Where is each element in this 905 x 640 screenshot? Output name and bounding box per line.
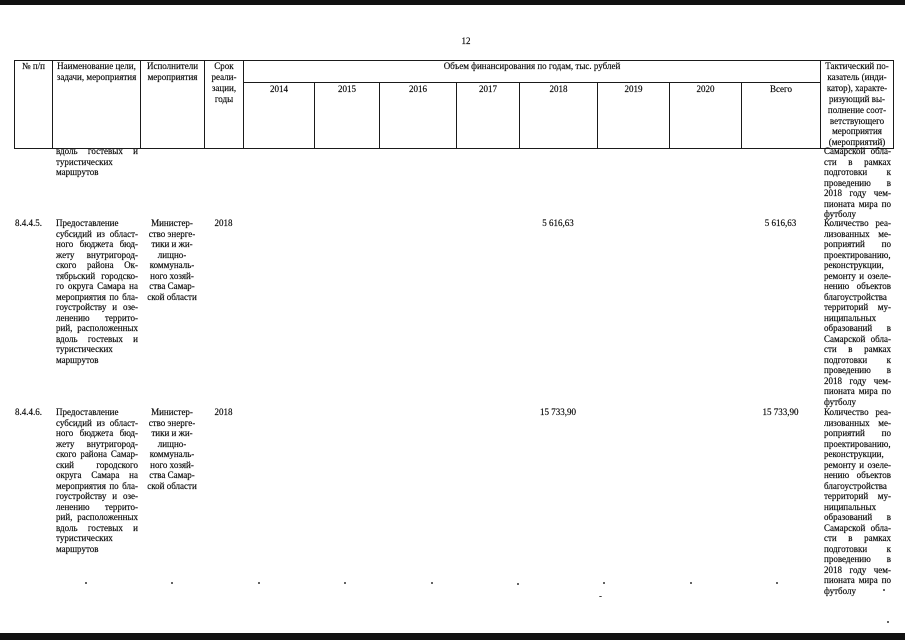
indicator-line: проведению в [824, 177, 891, 188]
scan-speck [599, 596, 602, 597]
header-year-2016: 2016 [380, 83, 457, 149]
indicator-line: Количество реа- [824, 407, 891, 417]
name-line: субсидий из област- [56, 417, 138, 428]
name-line: го округа Самара на [56, 281, 138, 291]
executor-line: коммуналь- [149, 449, 195, 459]
indicator-line: территорий му- [824, 491, 891, 501]
executor-line: ство энерге- [148, 417, 196, 428]
name-line: ленению террито- [56, 501, 138, 512]
name-line: гоустройству и озе- [56, 491, 138, 501]
header-year-2020: 2020 [670, 83, 742, 149]
header-term-line: годы [214, 93, 234, 104]
header-name [53, 61, 141, 149]
indicator-line: проектированию, [824, 249, 891, 260]
executor-line: коммуналь- [149, 260, 195, 270]
term-cell: 2018 [214, 407, 233, 417]
indicator-line: 2018 году чем- [824, 375, 891, 386]
executor-line: ства Самар- [149, 281, 195, 291]
executor-line: ного хозяй- [150, 459, 194, 470]
indicator-line: роприятий по [824, 239, 891, 249]
header-total: Всего [742, 83, 821, 149]
indicator-line: футболу [824, 209, 856, 219]
indicator-line: сти в рамках [824, 156, 891, 167]
indicator-line: проведению в [824, 554, 891, 564]
executor-line: Министер- [151, 407, 193, 417]
name-line: округа Самара на [56, 470, 138, 480]
scan-border-top [0, 0, 905, 5]
header-name-line: задачи, мероприятия [56, 71, 137, 82]
header-indicator-line: полнение соот- [827, 104, 887, 115]
indicator-line: футболу [824, 585, 856, 596]
indicator-line: реконструкции, [824, 449, 884, 459]
header-executors-line: Исполнители [146, 61, 199, 71]
header-executors-line: мероприятия [147, 71, 198, 82]
indicator-line: образований в [824, 512, 891, 522]
name-line: маршрутов [56, 354, 99, 365]
executor-line: ного хозяй- [150, 270, 194, 281]
header-term-line: реали- [211, 71, 237, 82]
scan-speck [887, 621, 889, 623]
executor-line: Министер- [151, 218, 193, 228]
scan-speck [883, 589, 885, 591]
indicator-line: лизованных ме- [824, 228, 891, 239]
name-cell [56, 146, 138, 178]
indicator-line: образований в [824, 323, 891, 333]
indicator-line: сти в рамках [824, 533, 891, 543]
name-line: ского района Самар- [56, 449, 138, 459]
header-indicator-line: мероприятия [832, 126, 882, 137]
indicator-line: нению объектов [824, 470, 891, 480]
scan-speck [258, 582, 260, 584]
indicator-line: нению объектов [824, 281, 891, 291]
name-line: ского района Ок- [56, 260, 138, 270]
table-header [14, 60, 894, 149]
indicator-line: лизованных ме- [824, 417, 891, 428]
indicator-line: ремонту и озеле- [824, 459, 891, 470]
executor-cell [142, 218, 202, 302]
scan-speck [344, 582, 346, 584]
header-indicator-line: казатель (инди- [827, 71, 887, 82]
header-year-2017: 2017 [457, 83, 520, 149]
page-number: 12 [461, 36, 471, 46]
name-line: вдоль гостевых и [56, 333, 138, 344]
scan-speck [517, 583, 519, 585]
header-indicator [821, 61, 894, 149]
name-line: маршрутов [56, 543, 99, 554]
header-term-line: Срок [214, 61, 234, 71]
indicator-line: Самарской обла- [824, 146, 891, 156]
scan-speck [431, 582, 433, 584]
indicator-line: 2018 году чем- [824, 564, 891, 575]
name-line: жету внутригород- [56, 249, 138, 260]
name-line: туристических [56, 344, 113, 354]
indicator-line: подготовки к [824, 354, 891, 365]
name-line: жету внутригород- [56, 438, 138, 449]
scan-speck [603, 582, 605, 584]
indicator-line: пионата мира по [824, 386, 891, 396]
name-line: ский городского [56, 459, 138, 470]
scan-speck [85, 582, 87, 584]
name-line: рий, расположенных [56, 323, 138, 333]
name-line: ного бюджета бюд- [56, 239, 138, 249]
name-line: маршрутов [56, 167, 99, 177]
header-indicator-line: ветствующего [829, 115, 885, 126]
name-line: гоустройству и озе- [56, 302, 138, 312]
amount-total: 15 733,90 [762, 407, 799, 417]
executor-line: лищно- [157, 249, 187, 260]
name-line: тябрьский городско- [56, 270, 138, 281]
indicator-line: Самарской обла- [824, 333, 891, 344]
header-term [205, 61, 244, 149]
indicator-line: благоустройства [824, 291, 887, 302]
indicator-line: Количество реа- [824, 218, 891, 228]
name-line: вдоль гостевых и [56, 146, 138, 156]
amount-total: 5 616,63 [764, 218, 797, 228]
name-line: туристических [56, 156, 113, 167]
indicator-line: благоустройства [824, 480, 887, 491]
header-indicator-line: катор), характе- [826, 82, 888, 93]
scan-border-bottom [0, 633, 905, 640]
indicator-line: проектированию, [824, 438, 891, 449]
header-name-line: Наименование цели, [57, 61, 136, 71]
indicator-cell [824, 407, 891, 596]
indicator-line: подготовки к [824, 543, 891, 554]
indicator-line: реконструкции, [824, 260, 884, 270]
term-cell: 2018 [214, 218, 233, 228]
name-line: мероприятия по бла- [56, 291, 138, 302]
indicator-line: Самарской обла- [824, 522, 891, 533]
executor-line: лищно- [157, 438, 187, 449]
name-line: Предоставление [56, 407, 119, 417]
header-year-2015: 2015 [315, 83, 380, 149]
indicator-line: территорий му- [824, 302, 891, 312]
amount-2018: 5 616,63 [542, 218, 574, 228]
scan-speck [690, 582, 692, 584]
indicator-line: роприятий по [824, 428, 891, 438]
name-line: Предоставление [56, 218, 119, 228]
executor-line: тики и жи- [151, 239, 193, 249]
indicator-line: пионата мира по [824, 575, 891, 585]
header-indicator-line: Тактический по- [825, 61, 889, 71]
executor-cell [142, 407, 202, 491]
indicator-line: 2018 году чем- [824, 188, 891, 198]
header-executors [141, 61, 205, 149]
amount-2018: 15 733,90 [540, 407, 576, 417]
name-line: субсидий из област- [56, 228, 138, 239]
header-year-2014: 2014 [244, 83, 315, 149]
executor-line: ство энерге- [148, 228, 196, 239]
header-term-line: зации, [211, 82, 237, 93]
indicator-line: сти в рамках [824, 344, 891, 354]
header-financing-title: Объем финансирования по годам, тыс. рублей [244, 61, 821, 83]
scan-speck [171, 582, 173, 584]
indicator-cell [824, 146, 891, 220]
header-indicator-line: ризующий вы- [828, 93, 885, 104]
name-line: туристических [56, 533, 113, 543]
name-line: вдоль гостевых и [56, 522, 138, 533]
executor-line: ской области [147, 480, 197, 491]
executor-line: тики и жи- [151, 428, 193, 438]
name-line: ного бюджета бюд- [56, 428, 138, 438]
indicator-line: ниципальных [824, 312, 877, 323]
indicator-line: пионата мира по [824, 198, 891, 209]
executor-line: ства Самар- [149, 470, 195, 480]
indicator-cell [824, 218, 891, 407]
indicator-line: ремонту и озеле- [824, 270, 891, 281]
name-cell [56, 218, 138, 365]
name-line: мероприятия по бла- [56, 480, 138, 491]
header-year-2018: 2018 [520, 83, 598, 149]
header-indicator-line: (мероприятий) [828, 137, 886, 148]
header-number: № п/п [15, 61, 53, 149]
indicator-line: футболу [824, 396, 856, 407]
name-line: рий, расположенных [56, 512, 138, 522]
row-number: 8.4.4.5. [15, 218, 42, 228]
scan-speck [776, 582, 778, 584]
name-cell [56, 407, 138, 554]
indicator-line: проведению в [824, 365, 891, 375]
header-year-2019: 2019 [598, 83, 670, 149]
indicator-line: подготовки к [824, 167, 891, 177]
executor-line: ской области [147, 291, 197, 302]
name-line: ленению террито- [56, 312, 138, 323]
row-number: 8.4.4.6. [15, 407, 42, 417]
indicator-line: ниципальных [824, 501, 877, 512]
